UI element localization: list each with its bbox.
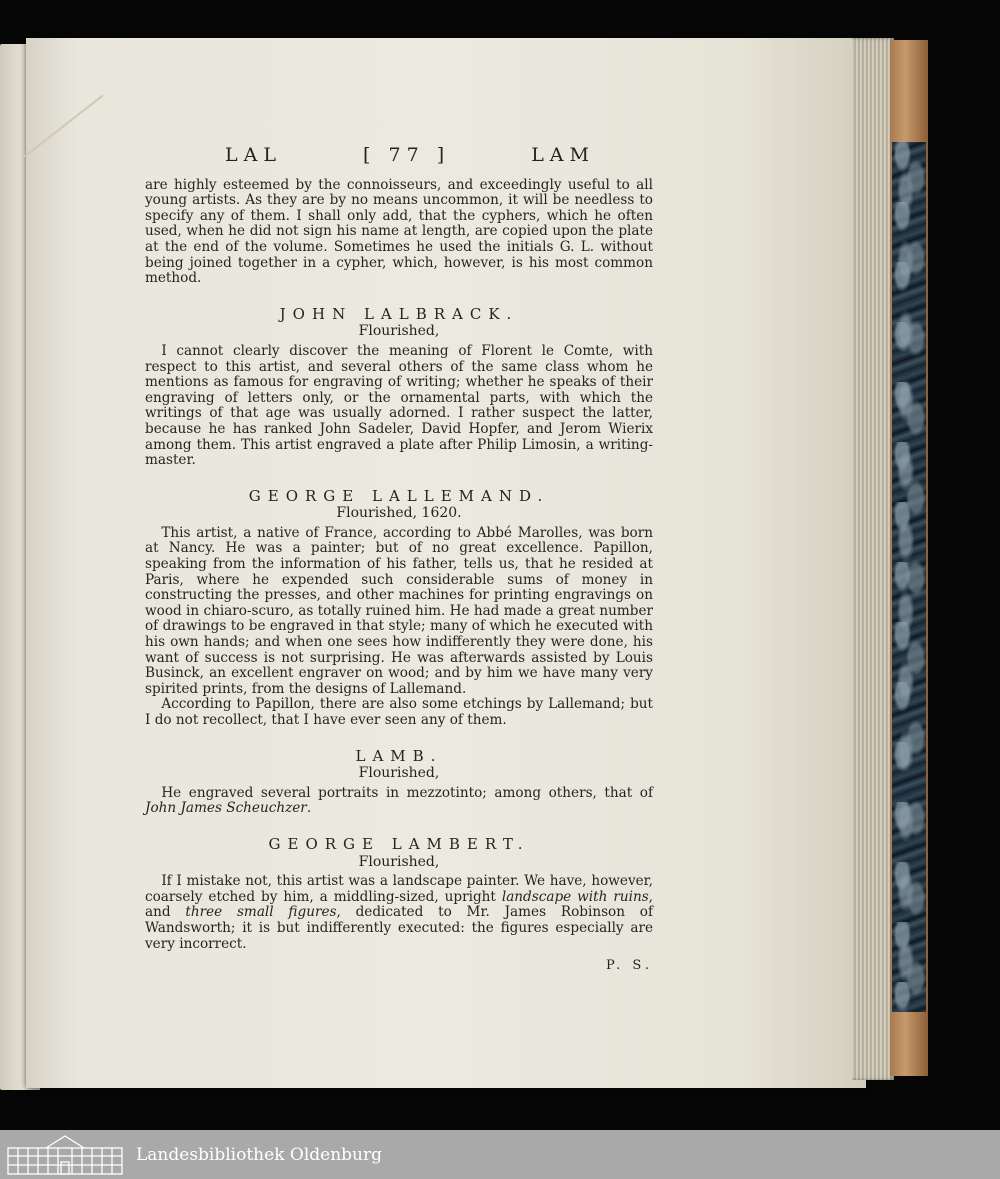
entry-flourished: Flourished, 1620.	[336, 505, 462, 522]
entry-heading: LAMB.	[355, 746, 443, 765]
text-run: , dedicated to Mr. James Robinson of Wandsworth; it is but indifferently executed: the figures especially are very incorrect.	[145, 904, 653, 952]
text-run: , and	[145, 888, 653, 921]
italic-title: landscape with ruins	[501, 888, 649, 905]
page-number: [ 77 ]	[363, 144, 451, 166]
signature: P. S.	[606, 958, 653, 974]
entry-paragraph: According to Papillon, there are also some etchings by Lallemand; but I do not recollect, that I have ever seen any of them.	[145, 696, 653, 728]
library-name: Landesbibliothek Oldenburg	[136, 1144, 383, 1165]
italic-name: John James Scheuchzer	[145, 800, 307, 817]
entry-heading: GEORGE LALLEMAND.	[248, 486, 550, 505]
entry-heading: GEORGE LAMBERT.	[268, 834, 530, 853]
entry-paragraph	[145, 874, 653, 952]
entry-flourished: Flourished,	[358, 853, 440, 870]
entry-paragraph: I cannot clearly discover the meaning of Florent le Comte, with respect to this artist, and several others of the same class whom he mentions as famous for engraving of writing; whether he speaks of their engraving of letters only, or the ornamental parts, with which the writings of that age was usually adorned. I rather suspect the latter, because he has ranked John Sadeler, David Hopfer, and Jerom Wierix among them. This artist engraved a plate after Philip Limosin, a writing-master.	[145, 342, 653, 469]
library-building-icon	[6, 1134, 124, 1176]
entry-paragraph	[145, 786, 653, 817]
entry-paragraph: This artist, a native of France, according to Abbé Marolles, was born at Nancy. He was a painter; but of no great excellence. Papillon, speaking from the information of his father, tells us, that he resided at Paris, where he expended such considerable sums of money in constructing the presses, and other machines for printing engravings on wood in chiaro-scuro, as totally ruined him. He had made a great number of drawings to be engraved in that style; many of which he executed with his own hands; and when one sees how indifferently they were done, his want of success is not surprising. He was afterwards assisted by Louis Businck, an excellent engraver on wood; and by him we have many very spirited prints, from the designs of Lallemand.	[145, 524, 653, 697]
library-footer	[0, 1130, 1000, 1179]
entry-heading: JOHN LALBRACK.	[279, 304, 519, 323]
text-run: He engraved several portraits in mezzotinto; among others, that of	[161, 784, 653, 801]
running-head	[225, 144, 595, 166]
entry-flourished: Flourished,	[358, 765, 440, 782]
page-edges	[852, 38, 894, 1080]
entry-flourished: Flourished,	[358, 323, 440, 340]
text-run: .	[306, 800, 312, 817]
opening-paragraph: are highly esteemed by the connoisseurs, and exceedingly useful to all young artists. As they are by no means uncommon, it will be needless to specify any of them. I shall only add, that the cyphers, which he often used, when he did not sign his name at length, are copied upon the plate at the end of the volume. Sometimes he used the initials G. L. without being joined together in a cypher, which, however, is his most common method.	[145, 176, 653, 287]
running-head-left: LAL	[225, 144, 282, 166]
running-head-right: LAM	[531, 144, 595, 166]
page-text	[145, 144, 653, 974]
italic-title: three small figures	[185, 904, 337, 921]
marbled-cover	[892, 142, 926, 1012]
text-run: If I mistake not, this artist was a landscape painter. We have, however, coarsely etched by him, a middling-sized, upright	[145, 873, 653, 905]
